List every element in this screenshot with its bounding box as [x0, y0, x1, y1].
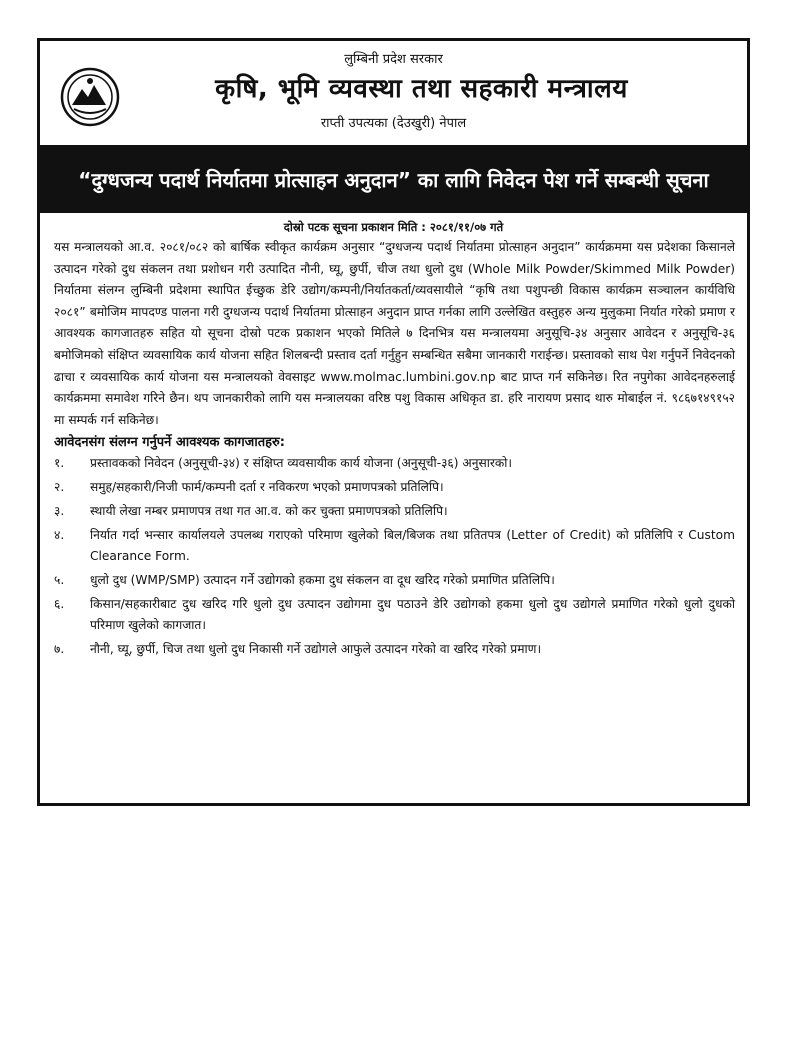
- notice-title: “दुग्धजन्य पदार्थ निर्यातमा प्रोत्साहन अनुदान” का लागि निवेदन पेश गर्ने सम्बन्धी सूचना: [78, 167, 709, 192]
- item-number: २.: [54, 480, 65, 495]
- item-text: समुह/सहकारी/निजी फार्म/कम्पनी दर्ता र नविकरण भएको प्रमाणपत्रको प्रतिलिपि।: [90, 480, 444, 495]
- item-text: प्रस्तावकको निवेदन (अनुसूची-३४) र संक्षिप्त व्यवसायीक कार्य योजना (अनुसूची-३६) अनुसारको।: [90, 456, 512, 471]
- documents-list: [54, 453, 735, 660]
- list-item: [54, 570, 735, 591]
- list-item: [54, 453, 735, 474]
- item-number: ३.: [54, 504, 65, 519]
- item-number: १.: [54, 456, 65, 471]
- notice-frame: [37, 38, 750, 806]
- list-item: [54, 477, 735, 498]
- letterhead: [40, 41, 747, 145]
- item-number: ५.: [54, 573, 65, 588]
- item-number: ७.: [54, 642, 65, 657]
- ministry-name: कृषि, भूमि व्यवस्था तथा सहकारी मन्त्रालय: [215, 74, 628, 104]
- item-text: नौनी, घ्यू, छुर्पी, चिज तथा धुलो दुध निकासी गर्ने उद्योगले आफुले उत्पादन गरेको वा खरिद गरेको प्रमाण।: [90, 642, 542, 657]
- list-item: [54, 525, 735, 567]
- item-number: ४.: [54, 528, 65, 543]
- item-text: स्थायी लेखा नम्बर प्रमाणपत्र तथा गत आ.व. को कर चुक्ता प्रमाणपत्रको प्रतिलिपि।: [90, 504, 448, 519]
- publication-date: दोस्रो पटक सूचना प्रकाशन मिति : २०८१/११/०७ गते: [283, 220, 504, 234]
- item-text: किसान/सहकारीबाट दुध खरिद गरि धुलो दुध उत्पादन उद्योगमा दुध पठाउने डेरि उद्योगको हकमा धुलो दुध उद्योगले प्रमाणित गरेको धुलो दुधको परिमाण खुलेको कागजात।: [90, 597, 735, 633]
- list-item: [54, 501, 735, 522]
- government-name: लुम्बिनी प्रदेश सरकार: [344, 52, 443, 67]
- documents-heading: आवेदनसंग संलग्न गर्नुपर्ने आवश्यक कागजातहरु:: [54, 435, 285, 451]
- item-number: ६.: [54, 597, 65, 612]
- item-text: निर्यात गर्दा भन्सार कार्यालयले उपलब्ध गराएको परिमाण खुलेको बिल/बिजक तथा प्रतितपत्र (Letter of Credit) को प्रतिलिपि र Custom Clearance Form.: [90, 528, 735, 564]
- item-text: धुलो दुध (WMP/SMP) उत्पादन गर्ने उद्योगको हकमा दुध संकलन वा दूध खरिद गरेको प्रमाणित प्रतिलिपि।: [90, 573, 555, 588]
- notice-title-banner: [40, 145, 747, 213]
- list-item: [54, 594, 735, 636]
- notice-body: यस मन्त्रालयको आ.व. २०८१/०८२ को बार्षिक स्वीकृत कार्यक्रम अनुसार “दुग्धजन्य पदार्थ निर्यातमा प्रोत्साहन अनुदान” कार्यक्रममा यस प्रदेशका किसानले उत्पादन गरेको दुध संकलन तथा प्रशोधन गरी उत्पादित नौनी, घ्यू, छुर्पी, चीज तथा धुलो दुध (Whole Milk Powder/Skimmed Milk Powder) निर्यातमा संलग्न लुम्बिनी प्रदेशमा स्थापित ईच्छुक डेरि उद्योग/कम्पनी/निर्यातकर्ता/व्यवसायीले “कृषि तथा पशुपन्छी विकास कार्यक्रम सञ्चालन कार्यविधि २०८१” बमोजिम मापदण्ड पालना गरी दुग्धजन्य पदार्थ निर्यातमा प्रोत्साहन अनुदान प्राप्त गर्नका लागि उल्लेखित वस्तुहरु अन्य मुलुकमा निर्यात गरेको प्रमाण र आवश्यक कागजातहरु सहित यो सूचना दोस्रो पटक प्रकाशन भएको मितिले ७ दिनभित्र यस मन्त्रालयमा अनुसूचि-३४ अनुसार आवेदन र अनुसूचि-३६ बमोजिमको संक्षिप्त व्यवसायिक कार्य योजना सहित शिलबन्दी प्रस्ताव दर्ता गर्नुहुन सम्बन्धित सबैमा जानकारी गराईन्छ। प्रस्तावको साथ पेश गर्नुपर्ने निवेदनको ढाचा र व्यवसायिक कार्य योजना यस मन्त्रालयको वेवसाइट www.molmac.lumbini.gov.np बाट प्राप्त गर्न सकिनेछ। रित नपुगेका आवेदनहरुलाई कार्यक्रममा समावेश गरिने छैन। थप जानकारीको लागि यस मन्त्रालयका वरिष्ठ पशु विकास अधिकृत डा. हरि नारायण प्रसाद थारु मोबाईल नं. ९८६७१४९१५२ मा सम्पर्क गर्न सकिनेछ।: [54, 240, 735, 427]
- list-item: [54, 639, 735, 660]
- ministry-address: राप्ती उपत्यका (देउखुरी) नेपाल: [320, 116, 467, 131]
